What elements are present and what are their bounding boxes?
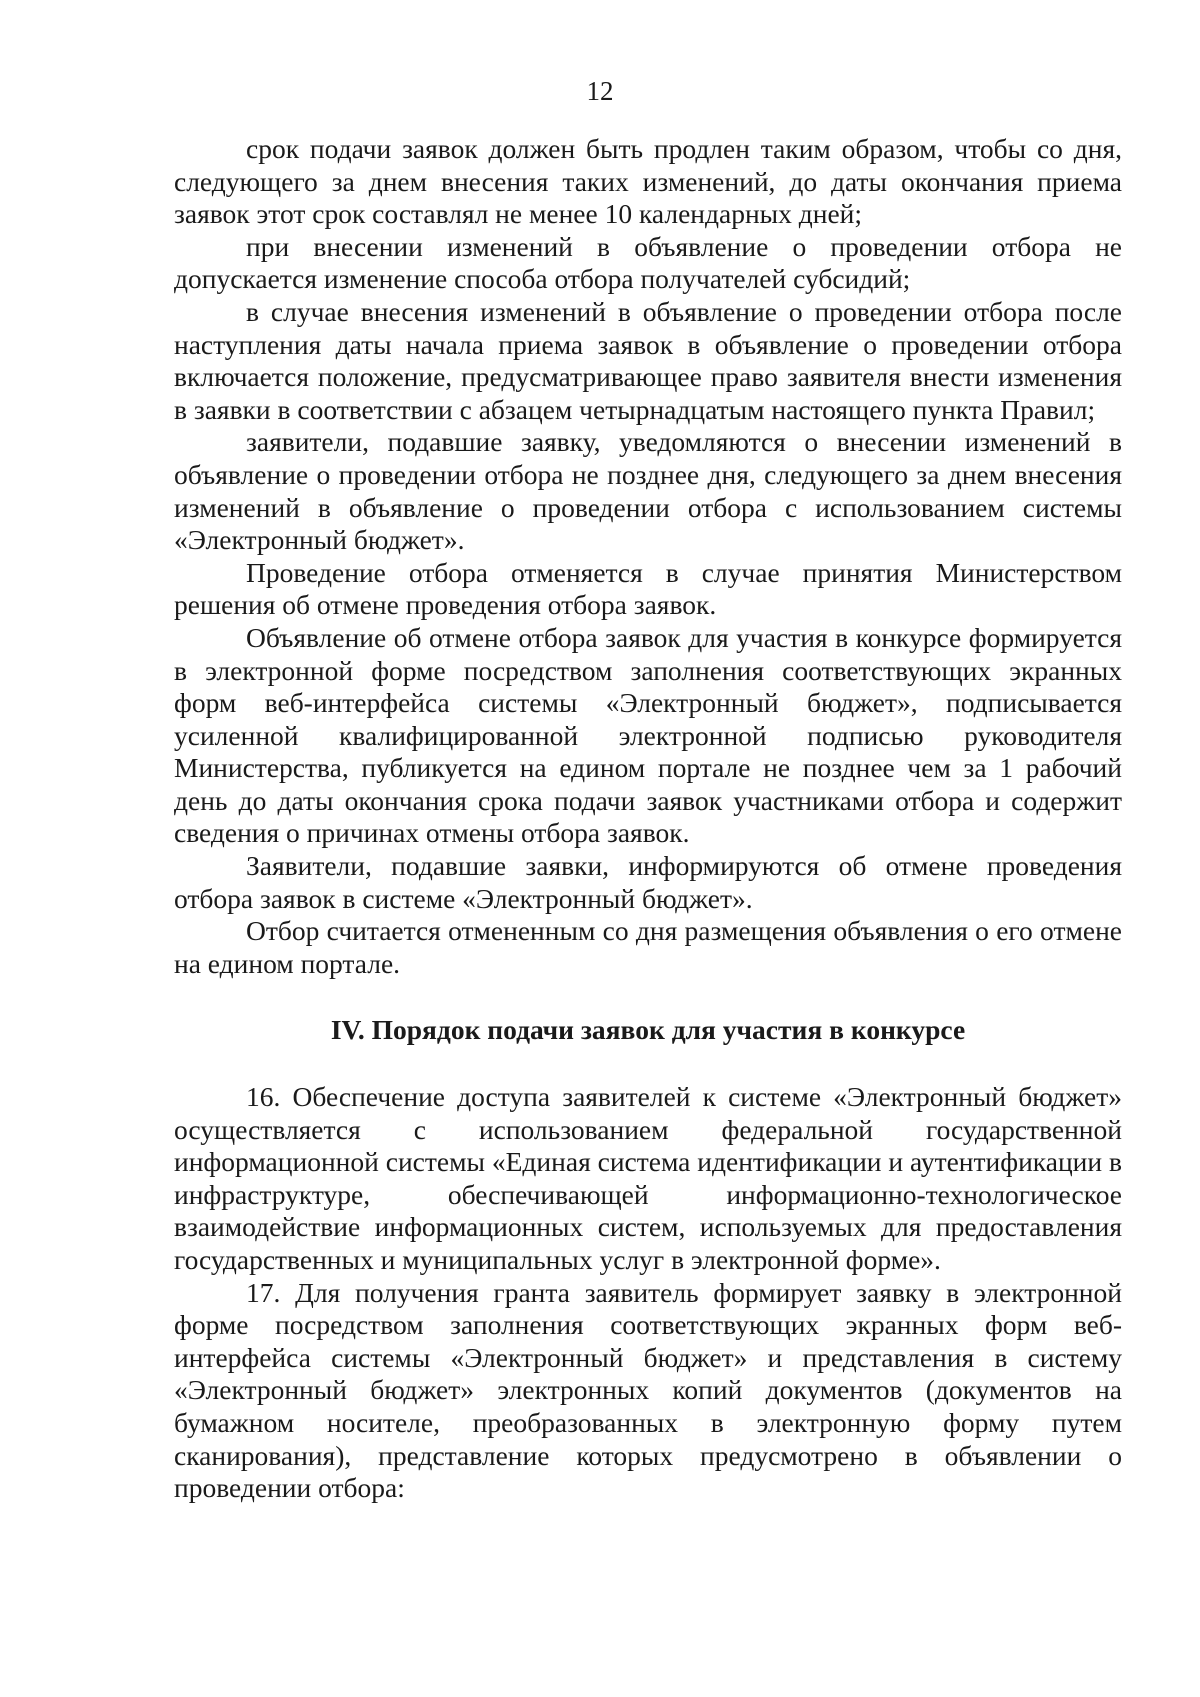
paragraph: Проведение отбора отменяется в случае принятия Министерством решения об отмене проведения отбора заявок.: [174, 556, 1122, 621]
page-number: 12: [586, 76, 614, 106]
paragraph: при внесении изменений в объявление о проведении отбора не допускается изменение способа отбора получателей субсидий;: [174, 230, 1122, 295]
paragraph: Объявление об отмене отбора заявок для участия в конкурсе формируется в электронной форме посредством заполнения соответствующих экранных форм веб-интерфейса системы «Электронный бюджет», подписывается усиленной квалифицированной электронной подписью руководителя Министерства, публикуется на едином портале не позднее чем за 1 рабочий день до даты окончания срока подачи заявок участниками отбора и содержит сведения о причинах отмены отбора заявок.: [174, 621, 1122, 849]
paragraph: в случае внесения изменений в объявление о проведении отбора после наступления даты начала приема заявок в объявление о проведении отбора включается положение, предусматривающее право заявителя внести изменения в заявки в соответствии с абзацем четырнадцатым настоящего пункта Правил;: [174, 295, 1122, 425]
document-body: [174, 133, 1122, 1505]
paragraph: Отбор считается отмененным со дня размещения объявления о его отмене на едином портале.: [174, 915, 1122, 979]
paragraph: Заявители, подавшие заявки, информируются об отмене проведения отбора заявок в системе «Электронный бюджет».: [174, 850, 1122, 914]
paragraph: 17. Для получения гранта заявитель формирует заявку в электронной форме посредством заполнения соответствующих экранных форм веб-интерфейса системы «Электронный бюджет» и представления в систему «Электронный бюджет» электронных копий документов (документов на бумажном носителе, преобразованных в электронную форму путем сканирования), представление которых предусмотрено в объявлении о проведении отбора:: [174, 1276, 1122, 1504]
section-heading: IV. Порядок подачи заявок для участия в конкурсе: [330, 1014, 966, 1046]
paragraph: срок подачи заявок должен быть продлен таким образом, чтобы со дня, следующего за днем внесения таких изменений, до даты окончания приема заявок этот срок составлял не менее 10 календарных дней;: [174, 133, 1122, 230]
paragraph: 16. Обеспечение доступа заявителей к системе «Электронный бюджет» осуществляется с использованием федеральной государственной информационной системы «Единая система идентификации и аутентификации в инфраструктуре, обеспечивающей информационно-технологическое взаимодействие информационных систем, используемых для предоставления государственных и муниципальных услуг в электронной форме».: [174, 1081, 1122, 1275]
paragraph: заявители, подавшие заявку, уведомляются о внесении изменений в объявление о проведении отбора не позднее дня, следующего за днем внесения изменений в объявление о проведении отбора с использованием системы «Электронный бюджет».: [174, 426, 1122, 556]
